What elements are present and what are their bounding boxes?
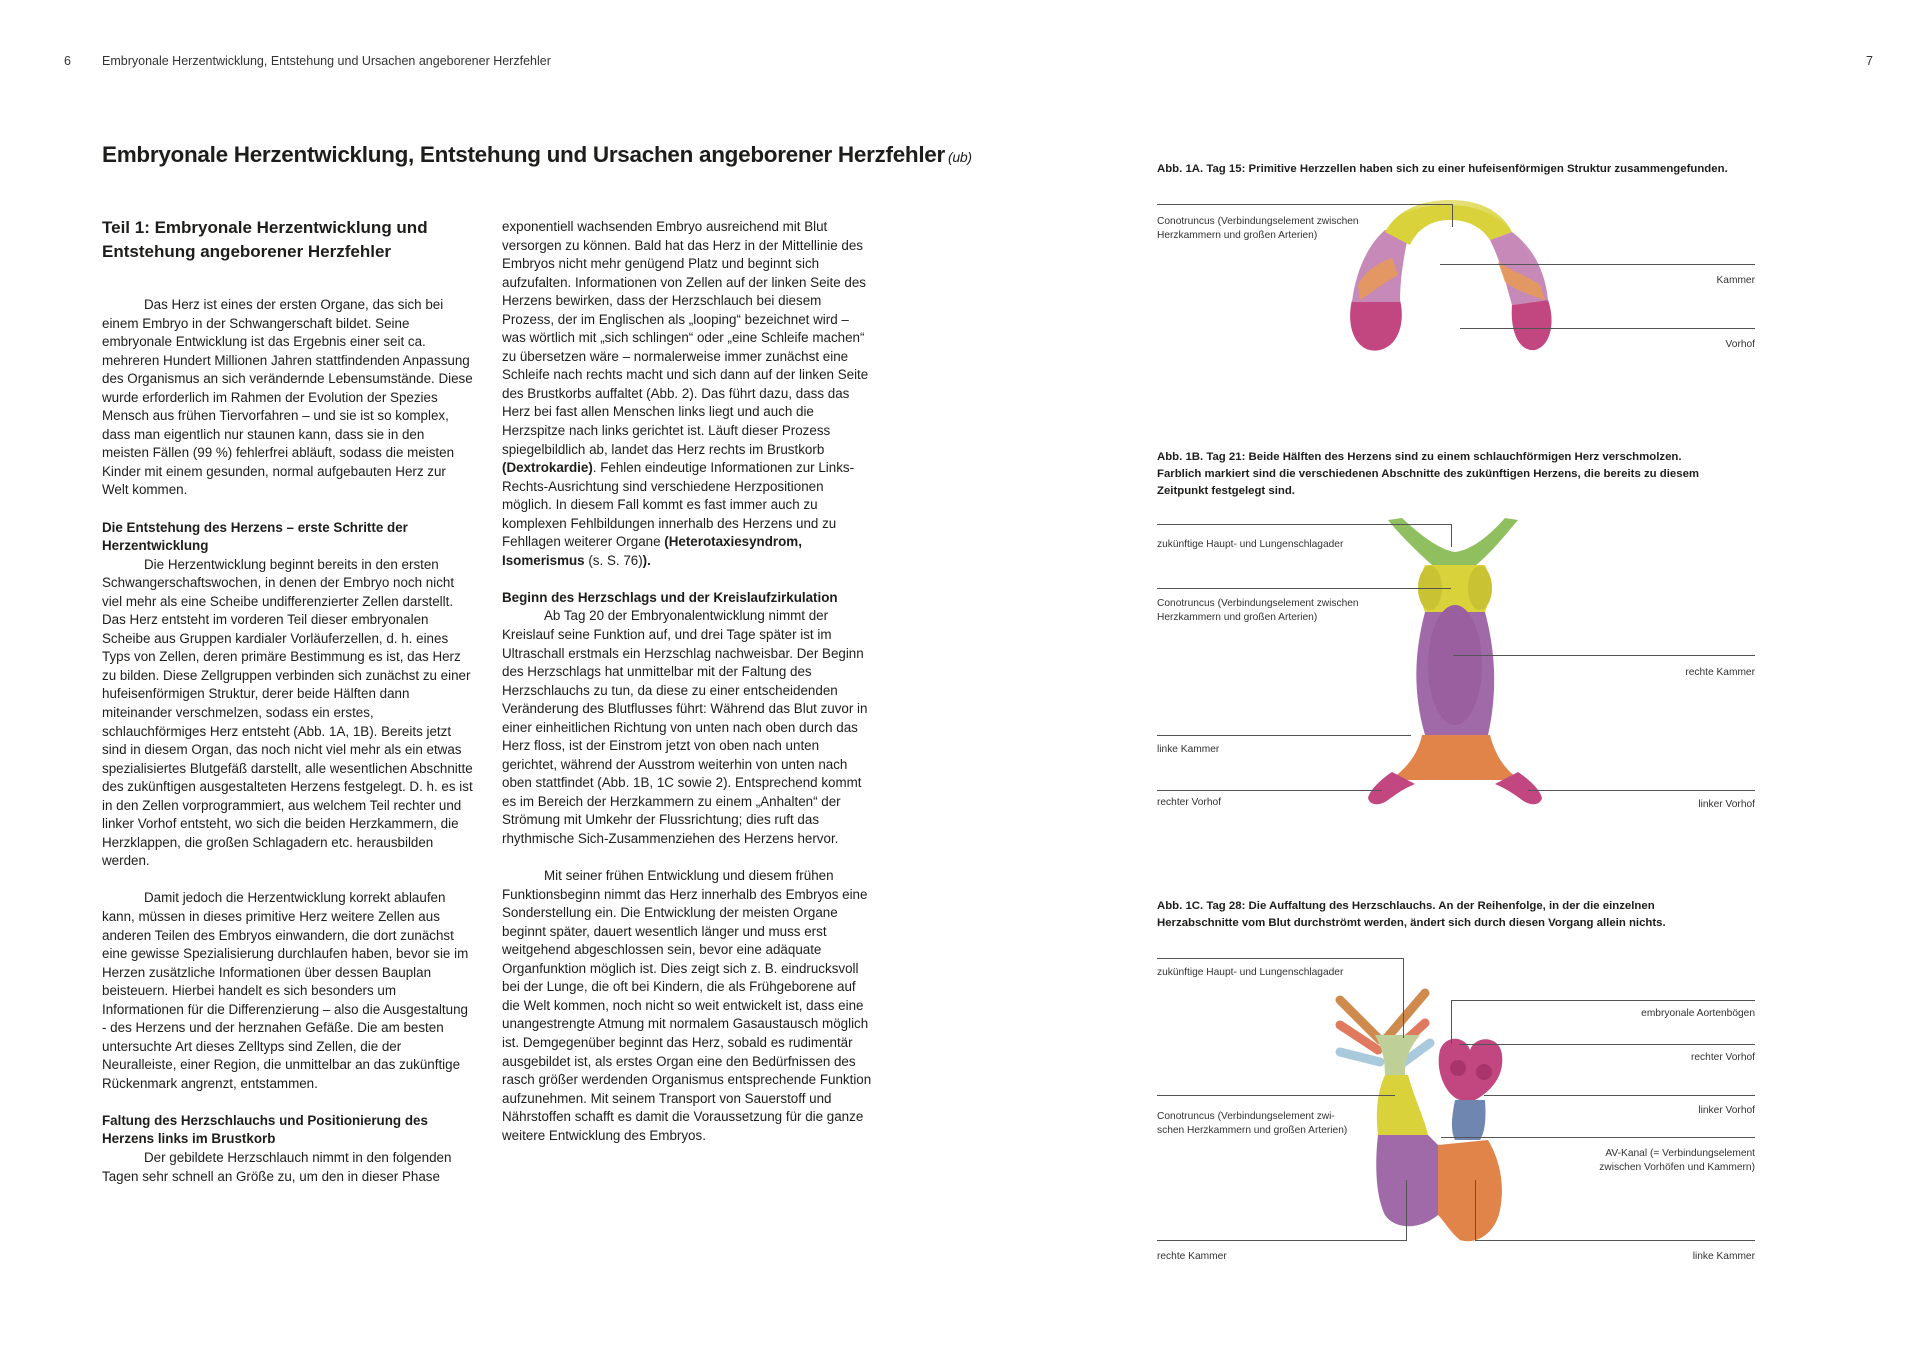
- figure-caption: Abb. 1A. Tag 15: Primitive Herzzellen haben sich zu einer hufeisenförmigen Struktur zusammengefunden.: [1157, 163, 1728, 175]
- label-av-kanal: [1560, 1147, 1755, 1174]
- caption-line: Abb. 1B. Tag 21: Beide Hälften des Herzens sind zu einem schlauchförmigen Herz verschmolzen.: [1157, 451, 1682, 463]
- label-rechte-kammer: rechte Kammer: [1157, 1251, 1227, 1262]
- atria-shape: [1439, 1039, 1503, 1100]
- label-line: Conotruncus (Verbindungselement zwischen: [1157, 216, 1359, 227]
- label-rechter-vorhof: rechter Vorhof: [1157, 797, 1221, 808]
- subheading: Die Entstehung des Herzens – erste Schritte der Herzentwicklung: [102, 519, 408, 554]
- label-line: Conotruncus (Verbindungselement zwischen: [1157, 598, 1359, 609]
- label-line: schen Herzkammern und großen Arterien): [1157, 1124, 1348, 1136]
- label-schlagader: zukünftige Haupt- und Lungenschlagader: [1157, 539, 1344, 550]
- label-schlagader: zukünftige Haupt- und Lungenschlagader: [1157, 967, 1344, 978]
- subheading: Beginn des Herzschlags und der Kreislaufzirkulation: [502, 589, 838, 605]
- page-reference: (s. S. 76): [584, 552, 643, 568]
- paragraph: Der gebildete Herzschlauch nimmt in den folgenden Tagen sehr schnell an Größe zu, um den in dieser Phase: [102, 1150, 452, 1184]
- paragraph: Ab Tag 20 der Embryonalentwicklung nimmt der Kreislauf seine Funktion auf, und drei Tage später ist im Ultraschall erstmals ein Herzschlag nachweisbar. Der Beginn des Herzschlags hat unmittelbar mit der Faltung des Herzschlauchs zu tun, da diese zu einer entscheidenden Veränderung des Blutflusses führt: Während das Blut zuvor in einer einheitlichen Richtung von unten nach oben durch das Herz floss, ist der Einstrom jetzt von oben nach unten gerichtet, während der Ausstrom weiterhin von unten nach oben stattfindet (Abb. 1B, 1C sowie 2). Entsprechend kommt es im Bereich der Herzkammern zu einem „Anhalten“ der Strömung mit Umkehr der Flussrichtung; dies ruft das rhythmische Sich-Zusammenziehen des Herzens hervor.: [502, 608, 868, 846]
- caption-line: Abb. 1C. Tag 28: Die Auffaltung des Herzschlauchs. An der Reihenfolge, in der die einzelnen: [1157, 900, 1655, 912]
- page-number-left: 6: [64, 54, 71, 68]
- running-title: Embryonale Herzentwicklung, Entstehung und Ursachen angeborener Herzfehler: [102, 54, 551, 68]
- subheading: Faltung des Herzschlauchs und Positionierung des Herzens links im Brustkorb: [102, 1112, 428, 1147]
- label-linke-kammer: linke Kammer: [1692, 1251, 1755, 1262]
- paragraph: Damit jedoch die Herzentwicklung korrekt ablaufen kann, müssen in dieses primitive Herz weitere Zellen aus anderen Teilen des Embryos einwandern, die dort zunächst eine gewisse Spezialisierung durchlaufen haben, bevor sie im Herzen zusätzliche Informationen über dessen Bauplan beisteuern. Hierbei handelt es sich besonders um Informationen für die Differenzierung – also die Ausgestaltung - des Herzens und der herznahen Gefäße. Die am besten untersuchte Art dieses Zelltyps sind Zellen, die der Neuralleiste, einer Region, die unmittelbar an das zukünftige Rückenmark angrenzt, entstammen.: [102, 890, 469, 1091]
- label-conotruncus: [1157, 1110, 1347, 1137]
- conotruncus-shape: [1377, 1075, 1428, 1135]
- label-rechter-vorhof: rechter Vorhof: [1691, 1052, 1755, 1063]
- bold-term: (Heterotaxiesyndrom, Isomerismus: [502, 534, 802, 568]
- left-ventricle-shape: [1438, 1140, 1502, 1241]
- paragraph: Das Herz ist eines der ersten Organe, das sich bei einem Embryo in der Schwangerschaft bildet. Seine embryonale Entwicklung ist das Ergebnis einer seit ca. mehreren Hundert Millionen Jahren stattfindenden Anpassung des Organismus an sich verändernde Lebensumstände. Diese wurde erforderlich im Rahmen der Evolution der Spezies Mensch aus frühen Tiervorfahren – und sie ist so komplex, dass man eigentlich nur staunen kann, dass sie in den meisten Fällen (99 %) fehlerfrei abläuft, sodass die meisten Kinder mit einem gesunden, normal aufgebauten Herz zur Welt kommen.: [102, 297, 473, 498]
- label-aortenboegen: embryonale Aortenbögen: [1641, 1008, 1755, 1019]
- article-title-text: Embryonale Herzentwicklung, Entstehung und Ursachen angeborener Herzfehler: [102, 142, 945, 167]
- text-run: . Fehlen eindeutige Informationen zur Links-Rechts-Ausrichtung sind verschiedene Herzpositionen möglich. In diesem Fall kommt es fast immer auch zu komplexen Fehlbildungen innerhalb des Herzens und zu Fehllagen weiterer Organe: [502, 460, 855, 550]
- caption-line: Zeitpunkt festgelegt sind.: [1157, 485, 1295, 497]
- label-linker-vorhof: linker Vorhof: [1698, 1105, 1755, 1116]
- label-linker-vorhof: linker Vorhof: [1698, 799, 1755, 810]
- author-tag: (ub): [947, 149, 972, 165]
- av-canal-shape: [1452, 1100, 1486, 1140]
- aortic-arch-shape: [1340, 1052, 1380, 1062]
- caption-line: Farblich markiert sind die verschiedenen Abschnitte des zukünftigen Herzens, die bereits zu diesem: [1157, 468, 1700, 480]
- bold-term: (Dextrokardie): [502, 460, 593, 476]
- caption-line: Herzabschnitte vom Blut durchströmt werden, ändert sich durch diesen Vorgang allein nichts.: [1157, 917, 1666, 929]
- section-heading: Teil 1: Embryonale Herzentwicklung und Entstehung angeborener Herzfehler: [102, 218, 428, 261]
- page-number-right: 7: [1866, 54, 1873, 68]
- label-line: zwischen Vorhöfen und Kammern): [1599, 1161, 1755, 1173]
- paragraph: Mit seiner frühen Entwicklung und diesem frühen Funktionsbeginn nimmt das Herz innerhalb des Embryos eine Sonderstellung ein. Die Entwicklung der meisten Organe beginnt später, dauert wesentlich länger und muss erst weitgehend abgeschlossen sein, bevor eine adäquate Organfunktion möglich ist. Dies zeigt sich z. B. eindrucksvoll bei der Lunge, die oft bei Kindern, die als Frühgeborene auf die Welt kommen, noch nicht so weit entwickelt ist, dass eine unangestrengte Atmung mit normalem Gasaustausch möglich ist. Demgegenüber beginnt das Herz, sobald es rudimentär ausgebildet ist, als erstes Organ eine den Bedürfnissen des rasch größer werdenden Organismus entsprechende Funktion aufzunehmen. Mit seinem Transport von Sauerstoff und Nährstoffen schafft es damit die Voraussetzung für die ganze weitere Entwicklung des Embryos.: [502, 868, 872, 1143]
- text-run: exponentiell wachsenden Embryo ausreichend mit Blut versorgen zu können. Bald hat das Herz in der Mittellinie des Embryos nicht mehr genügend Platz und beginnt sich aufzufalten. Informationen von Zellen auf der linken Seite des Herzens bewirken, dass der Herzschlauch bei diesem Prozess, der im Englischen als „looping“ bezeichnet wird – was wörtlich mit „sich schlingen“ oder „eine Schleife machen“ zu übersetzen wäre – normalerweise immer zunächst eine Schleife nach rechts macht und sich dann auf der linken Seite des Brustkorbs auffaltet (Abb. 2). Das führt dazu, dass das Herz bei fast allen Menschen links liegt und auch die Herzspitze nach links gerichtet ist. Läuft dieser Prozess spiegelbildlich ab, landet das Herz rechts im Brustkorb: [502, 219, 869, 457]
- label-line: Herzkammern und großen Arterien): [1157, 229, 1318, 241]
- label-kammer: Kammer: [1716, 275, 1755, 286]
- bold-term: ).: [642, 552, 651, 568]
- label-vorhof: Vorhof: [1725, 339, 1755, 350]
- label-linke-kammer: linke Kammer: [1157, 744, 1220, 755]
- label-line: Conotruncus (Verbindungselement zwi-: [1157, 1111, 1335, 1122]
- label-line: Herzkammern und großen Arterien): [1157, 611, 1318, 623]
- label-rechte-kammer: rechte Kammer: [1685, 667, 1755, 678]
- paragraph: Die Herzentwicklung beginnt bereits in den ersten Schwangerschaftswochen, in denen der Embryo noch nicht viel mehr als eine Scheibe undifferenzierter Zellen darstellt. Das Herz entsteht im vorderen Teil dieser embryonalen Scheibe aus Gruppen kardialer Vorläuferzellen, d. h. eines Typs von Zellen, deren primäre Bestimmung es ist, das Herz zu bilden. Diese Zellgruppen verbinden sich zunächst zu einer hufeisenförmigen Struktur, derer beide Hälften dann miteinander verschmelzen, sodass ein erstes, schlauchförmiges Herz entsteht (Abb. 1A, 1B). Bereits jetzt sind in diesem Organ, das noch nicht viel mehr als ein etwas spezialisiertes Blutgefäß darstellt, alle wesentlichen Abschnitte des zukünftigen ausgestalteten Herzens festgelegt. D. h. es ist in den Zellen vorprogrammiert, aus welchem Teil rechter und linker Vorhof entsteht, wo sich die beiden Herzkammern, die Herzklappen, die großen Schlagadern etc. herausbilden werden.: [102, 556, 473, 869]
- label-line: AV-Kanal (= Verbindungselement: [1605, 1148, 1755, 1159]
- right-ventricle-shape: [1376, 1135, 1438, 1226]
